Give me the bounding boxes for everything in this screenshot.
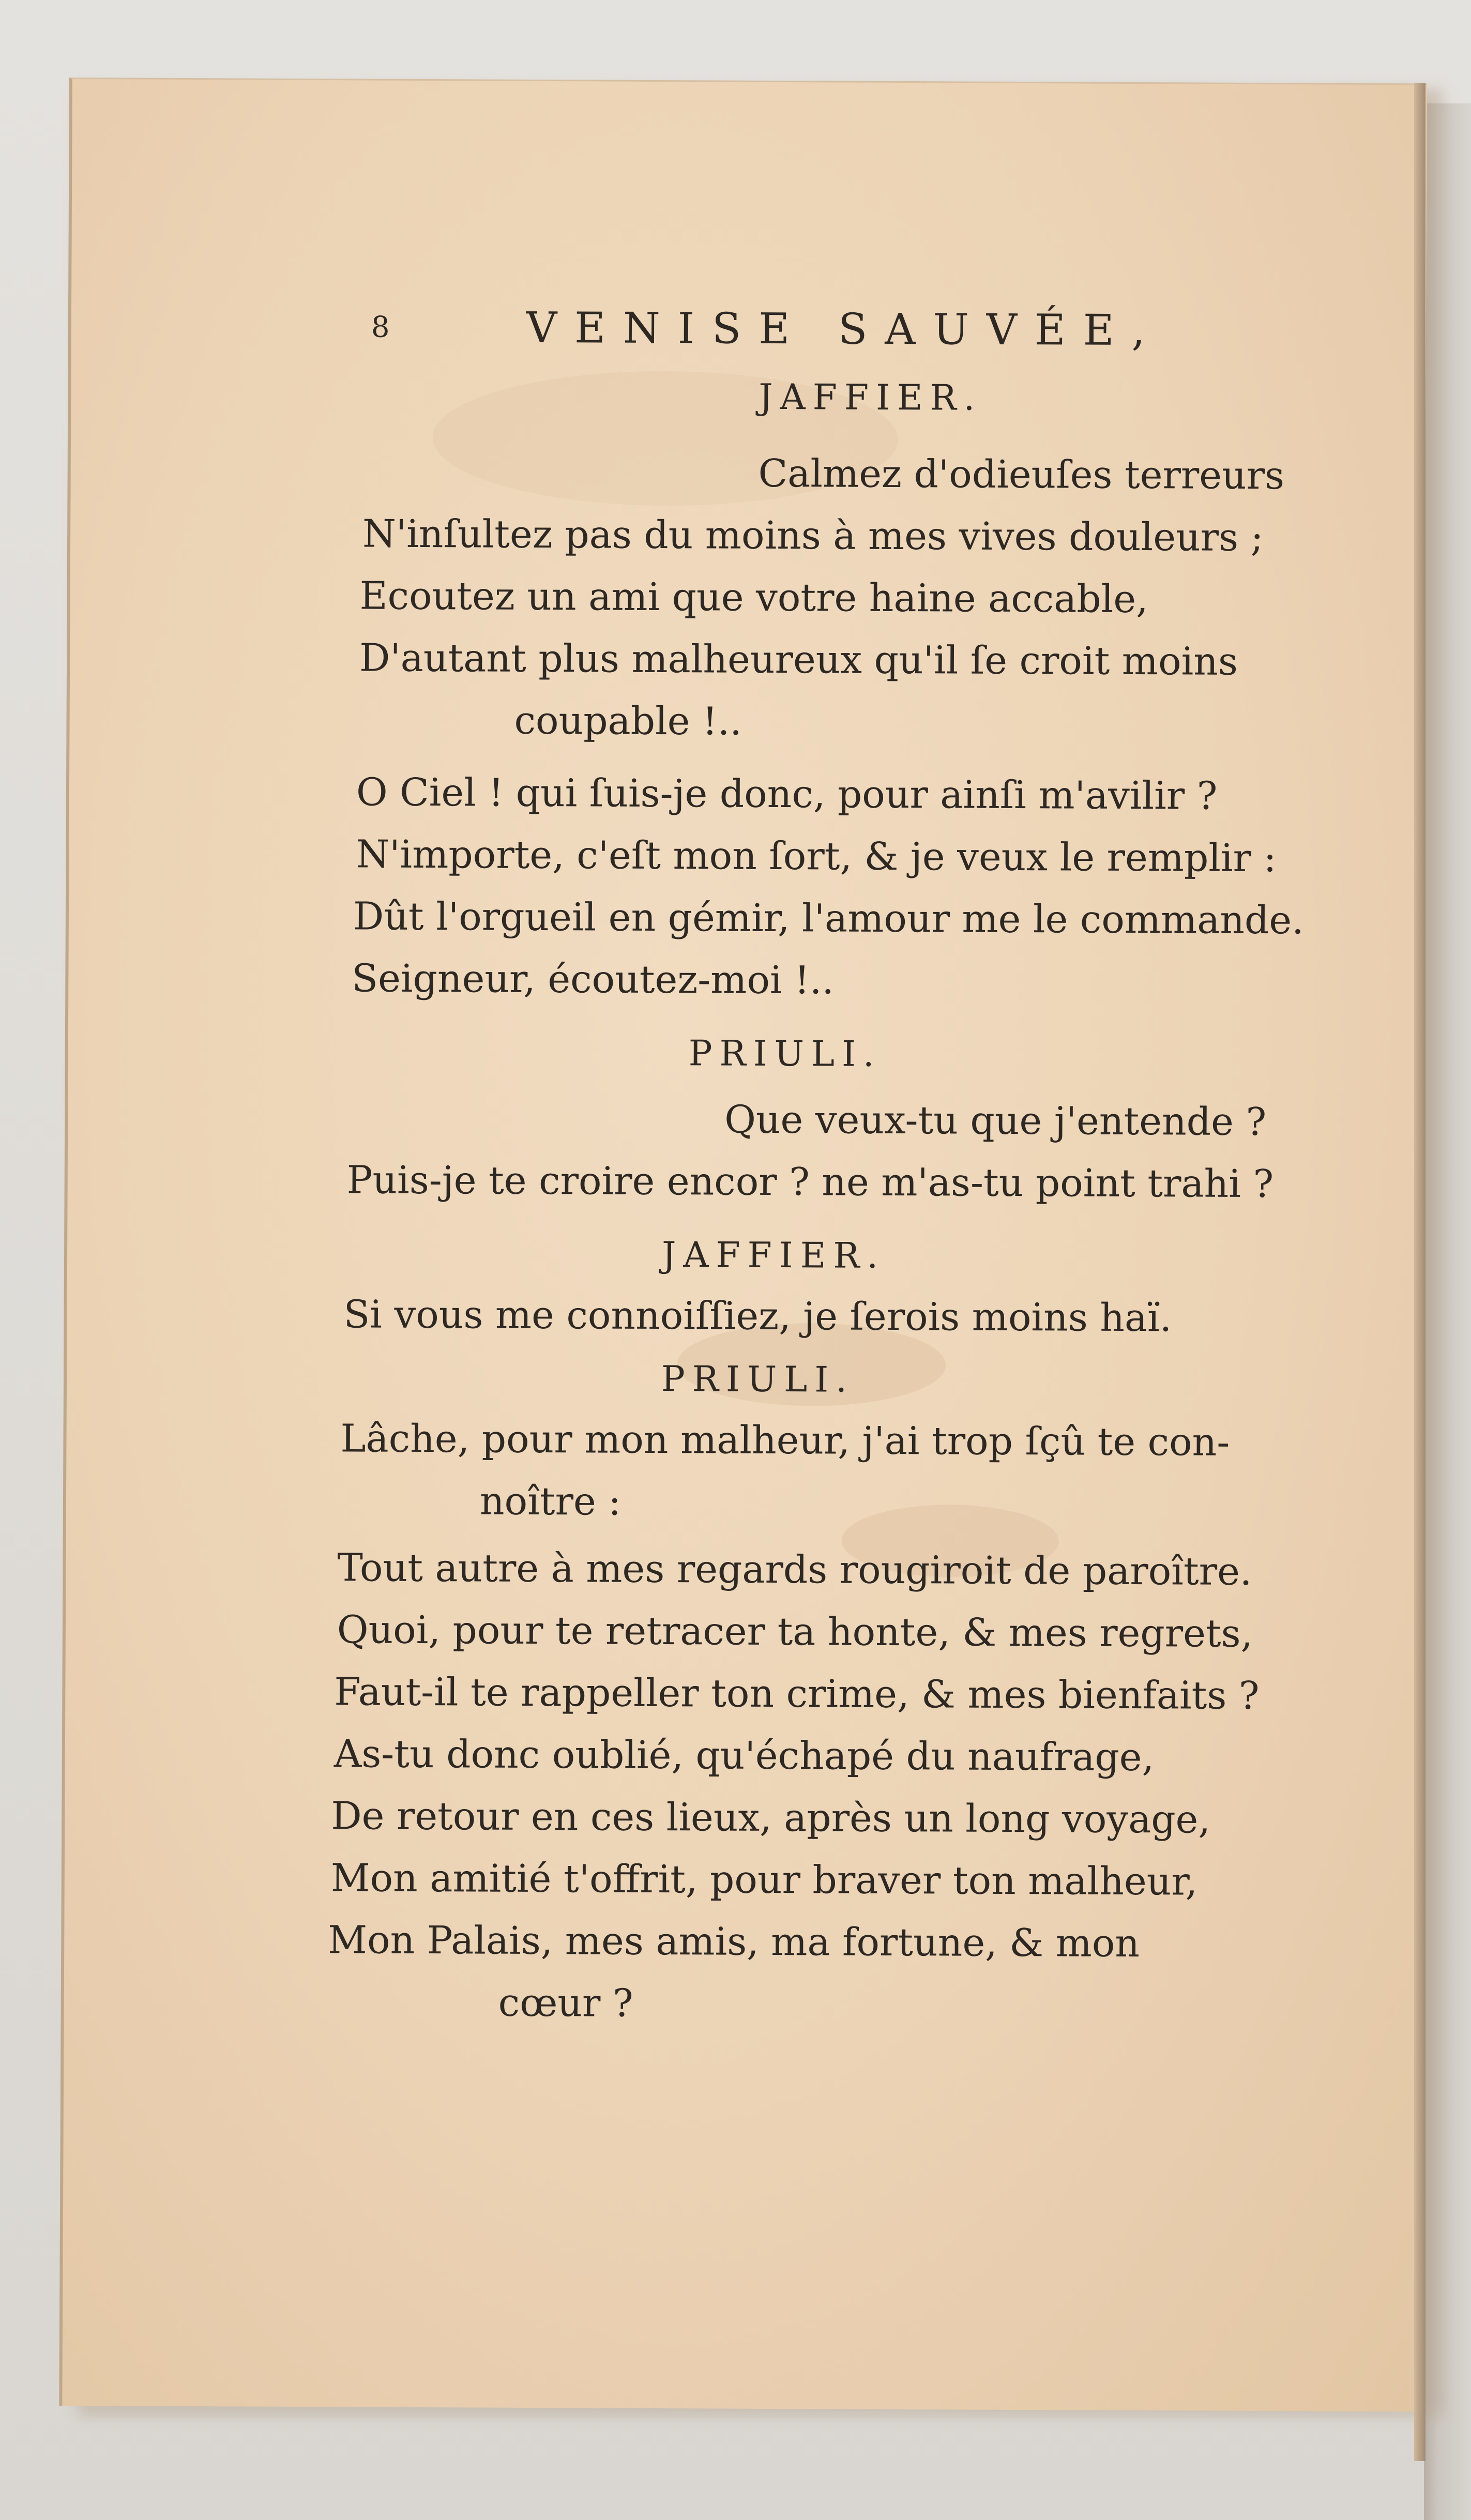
verse-line: Ecoutez un ami que votre haine accable,	[359, 573, 1148, 622]
page-number: 8	[371, 310, 390, 344]
page-edge	[1414, 83, 1425, 2461]
verse-line: Calmez d'odieuſes terreurs	[758, 451, 1285, 498]
verse-line: Lâche, pour mon malheur, j'ai trop ſçû te con-	[340, 1416, 1230, 1465]
book-page	[59, 78, 1427, 2411]
verse-line: N'importe, c'eſt mon ſort, & je veux le remplir :	[356, 832, 1277, 881]
verse-line: coupable !..	[514, 698, 742, 744]
running-head: VENISE SAUVÉE,	[526, 303, 1163, 356]
verse-line: O Ciel ! qui ſuis-je donc, pour ainſi m'avilir ?	[356, 770, 1218, 818]
verse-line: Dût l'orgueil en gémir, l'amour me le commande.	[353, 894, 1304, 943]
verse-line: N'inſultez pas du moins à mes vives douleurs ;	[362, 511, 1264, 560]
verse-line: Que veux-tu que j'entende ?	[724, 1097, 1267, 1145]
speaker-name: JAFFIER.	[661, 1235, 886, 1277]
verse-line: Faut-il te rappeller ton crime, & mes bienfaits ?	[334, 1669, 1260, 1719]
verse-line: Mon Palais, mes amis, ma fortune, & mon	[328, 1918, 1140, 1966]
verse-line: D'autant plus malheureux qu'il ſe croit moins	[359, 635, 1238, 684]
verse-line: Puis-je te croire encor ? ne m'as-tu point trahi ?	[346, 1158, 1274, 1207]
verse-line: Tout autre à mes regards rougiroit de paroître.	[337, 1545, 1252, 1595]
verse-line: Quoi, pour te retracer ta honte, & mes regrets,	[337, 1607, 1253, 1657]
verse-line: As-tu donc oublié, qu'échapé du naufrage,	[333, 1732, 1155, 1780]
verse-line: cœur ?	[498, 1980, 633, 2026]
verse-line: noître :	[479, 1479, 621, 1524]
page-text	[62, 79, 1427, 2411]
verse-line: De retour en ces lieux, après un long voyage,	[331, 1794, 1211, 1842]
verse-line: Seigneur, écoutez-moi !..	[352, 956, 835, 1003]
verse-line: Mon amitié t'offrit, pour braver ton malheur,	[330, 1856, 1198, 1904]
speaker-name: PRIULI.	[688, 1033, 882, 1075]
speaker-name: PRIULI.	[661, 1359, 854, 1401]
speaker-name: JAFFIER.	[759, 376, 982, 419]
verse-line: Si vous me connoiſſiez, je ſerois moins haï.	[343, 1292, 1172, 1341]
